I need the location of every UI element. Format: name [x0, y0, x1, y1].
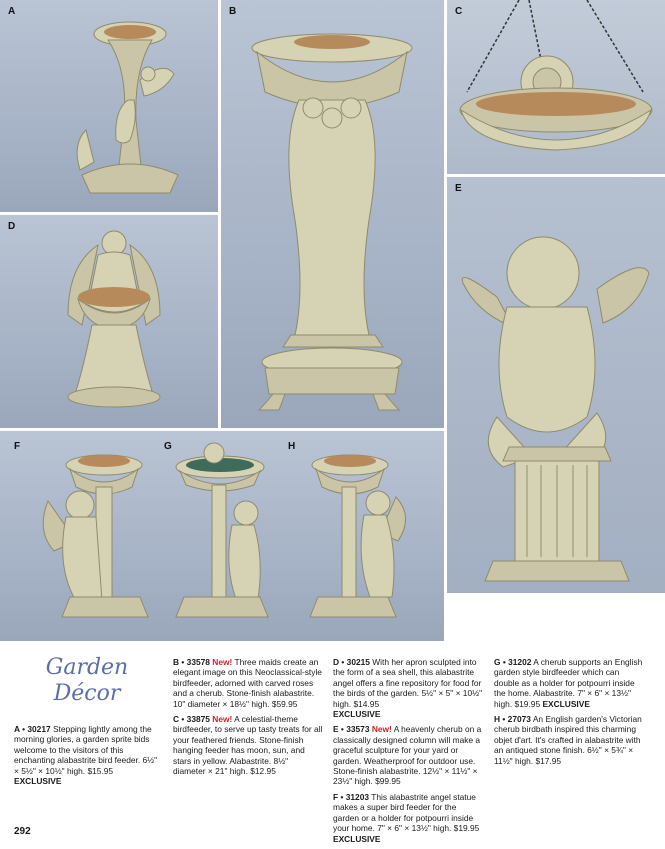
photo-a [0, 0, 218, 212]
product-letter: E [333, 724, 339, 735]
description-column-4 [494, 657, 644, 771]
product-letter: D [333, 657, 340, 667]
product-text: A celestial-theme birdfeeder, to serve up tasty treats for all your feathered friends. Stone-finish hanging feeder has moon, sun, and stars in yellow. Alabastrite. 8½" diameter × 21" high. $12.95 [173, 714, 323, 777]
panel-letter: F [14, 441, 21, 452]
product-letter: G [494, 657, 501, 667]
new-badge: New! [212, 657, 233, 667]
product-text: A cherub supports an English garden style birdfeeder which can double as a holder for potpourri inside the home. Alabastrite. 7" × 6" × 13½" high. $19.95 [494, 657, 643, 709]
description-column-2 [173, 657, 323, 781]
panel-letter: D [8, 221, 16, 232]
photo-c [447, 0, 665, 174]
panel-letter: G [164, 441, 172, 452]
panel-letter: A [8, 6, 16, 17]
panel-letter: C [455, 6, 463, 17]
cherub-column-statue-image [447, 177, 665, 593]
panel-letter: B [229, 6, 237, 17]
product-text: A heavenly cherub on a classically designed column will make a graceful sculpture for your yard or garden. Weatherproof for outdoor use. Stone-finish alabastrite. 12½" × 11½" × 23½" high. $99.95 [333, 724, 482, 787]
product-code: 30217 [27, 724, 51, 734]
exclusive-badge: EXCLUSIVE [542, 698, 590, 709]
product-c: C • 33875 New! A celestial-theme birdfeeder, to serve up tasty treats for all your feathered friends. Stone-finish hanging feeder has moon, sun, and stars in yellow. Alabastrite. 8½" diameter × 21" high. $12.95 [173, 714, 323, 777]
product-e: E • 33573 New! A heavenly cherub on a classically designed column will make a graceful sculpture for your yard or garden. Weatherproof for outdoor use. Stone-finish alabastrite. 12½" × 11½" × 23½" high. $99.95 [333, 724, 482, 787]
product-letter: H [494, 714, 501, 725]
page-number: 292 [14, 826, 31, 837]
three-maids-birdfeeder-image [221, 0, 444, 428]
exclusive-badge: EXCLUSIVE [14, 776, 62, 787]
title-line-2: Décor [53, 681, 121, 706]
exclusive-badge: EXCLUSIVE [333, 833, 381, 844]
description-column-3 [333, 657, 483, 849]
title-line-1: Garden [45, 655, 129, 680]
photo-b [221, 0, 444, 428]
product-code: 33573 [346, 724, 370, 735]
product-letter: C [173, 714, 180, 725]
new-badge: New! [371, 724, 392, 735]
cherub-birdfeeders-image [0, 431, 444, 641]
panel-letter: H [288, 441, 296, 452]
exclusive-badge: EXCLUSIVE [333, 709, 381, 720]
product-g: G • 31202 A cherub supports an English garden style birdfeeder which can double as a holder for potpourri inside the home. Alabastrite. 7" × 6" × 13½" high. $19.95 EXCLUSIVE [494, 657, 643, 709]
description-column-1 [14, 724, 164, 791]
product-code: 30215 [346, 657, 370, 667]
product-f: F • 31203 This alabastrite angel statue makes a super bird feeder for the garden or a holder for potpourri inside your home. 7" × 6" × 13½" high. $19.95 EXCLUSIVE [333, 791, 480, 844]
product-b: B • 33578 New! Three maids create an elegant image on this Neoclassical-style birdfeeder, adorned with carved roses and a cherub. Stone-finish alabastrite. 10" diameter × 18½" high. $59.95 [173, 657, 322, 709]
product-code: 33578 [186, 657, 210, 667]
photo-d [0, 215, 218, 428]
product-text: This alabastrite angel statue makes a super bird feeder for the garden or a holder for potpourri inside your home. 7" × 6" × 13½" high. $19.95 [333, 791, 480, 834]
product-code: 31203 [345, 791, 370, 802]
section-title [22, 655, 152, 707]
new-badge: New! [212, 714, 233, 725]
celestial-hanging-feeder-image [447, 0, 665, 174]
product-text: An English garden's Victorian cherub birdbath inspired this charming objet d'art. It's crafted in alabastrite with an antiqued stone finish. 6½" × 5¾" × 11½" high. $17.95 [494, 714, 642, 766]
product-a: A • 30217 Stepping lightly among the morning glories, a garden sprite bids welcome to the visitors of this enchanting alabastrite bird feeder. 6½" × 5½" × 10½" high. $15.95 EXCLUSIVE [14, 724, 158, 787]
product-code: 27073 [507, 714, 531, 725]
product-code: 31202 [508, 657, 532, 667]
photo-fgh [0, 431, 444, 641]
angel-shell-birdfeeder-image [0, 215, 218, 428]
product-h: H • 27073 An English garden's Victorian cherub birdbath inspired this charming objet d'art. It's crafted in alabastrite with an antiqued stone finish. 6½" × 5¾" × 11½" high. $17.95 [494, 714, 642, 766]
product-code: 33875 [186, 714, 210, 725]
product-text: With her apron sculpted into the form of a sea shell, this alabastrite angel offers a fine repository for food for the birds of the garden. 5½" × 5" × 10½" high. $14.95 [333, 657, 483, 709]
product-letter: F [333, 791, 339, 802]
photo-e [447, 177, 665, 593]
product-letter: A [14, 724, 20, 734]
product-text: Stepping lightly among the morning glories, a garden sprite bids welcome to the visitors of this enchanting alabastrite bird feeder. 6½" × 5½" × 10½" high. $15.95 [14, 724, 158, 776]
product-text: Three maids create an elegant image on this Neoclassical-style birdfeeder, adorned with carved roses and a cherub. Stone-finish alabastrite. 10" diameter × 18½" high. $59.95 [173, 657, 322, 709]
product-d: D • 30215 With her apron sculpted into the form of a sea shell, this alabastrite angel offers a fine repository for food for the birds of the garden. 5½" × 5" × 10½" high. $14.95 EXCLUSIVE [333, 657, 483, 720]
product-letter: B [173, 657, 180, 667]
fairy-birdfeeder-image [0, 0, 218, 212]
panel-letter: E [455, 183, 462, 194]
